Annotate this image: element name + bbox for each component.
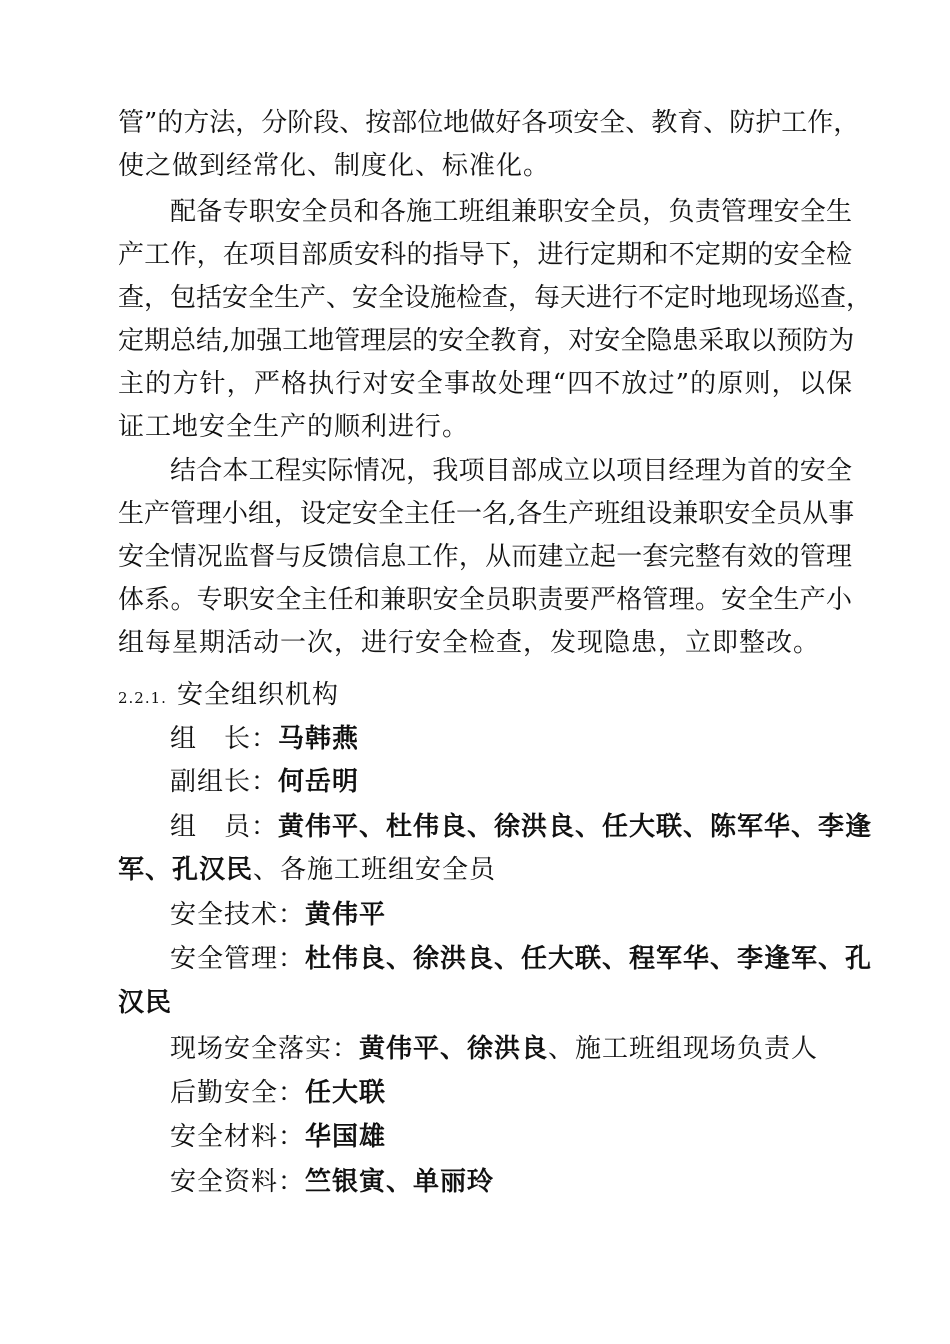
mgmt-names-2: 汉民: [118, 988, 173, 1018]
paragraph-2-line-6: 证工地安全生产的顺利进行。: [118, 412, 470, 442]
docs-label: 安全资料：: [170, 1167, 306, 1197]
paragraph-2-line-3: 查，包括安全生产、安全设施检查，每天进行不定时地现场巡查，: [118, 283, 873, 313]
roster-deputy: [170, 767, 359, 797]
roster-site: [170, 1034, 818, 1064]
tech-names: 黄伟平: [305, 900, 387, 930]
site-suffix: 、施工班组现场负责人: [548, 1034, 819, 1064]
paragraph-2-line-4: 定期总结,加强工地管理层的安全教育，对安全隐患采取以预防为: [118, 326, 855, 356]
paragraph-2-line-1: 配备专职安全员和各施工班组兼职安全员，负责管理安全生: [170, 197, 852, 227]
roster-members-line-1: [170, 812, 872, 842]
members-suffix: 、各施工班组安全员: [253, 855, 497, 885]
roster-docs: [170, 1167, 494, 1197]
section-number: 2.2.1.: [118, 689, 167, 707]
section-title: 安全组织机构: [176, 680, 339, 710]
paragraph-2-line-2: 产工作，在项目部质安科的指导下，进行定期和不定期的安全检: [118, 240, 852, 270]
paragraph-3-line-2: 生产管理小组，设定安全主任一名,各生产班组设兼职安全员从事: [118, 499, 855, 529]
logistics-label: 后勤安全：: [170, 1078, 306, 1108]
roster-leader: [170, 724, 359, 754]
members-label: 组 员：: [170, 812, 279, 842]
roster-members-line-2: [118, 855, 496, 885]
site-names: 黄伟平、徐洪良: [359, 1034, 549, 1064]
roster-mgmt-line-2: [118, 988, 172, 1018]
members-names-2: 军、孔汉民: [118, 855, 254, 885]
paragraph-3-line-5: 组每星期活动一次，进行安全检查，发现隐患，立即整改。: [118, 628, 821, 658]
paragraph-3-line-4: 体系。专职安全主任和兼职安全员职责要严格管理。安全生产小: [118, 585, 852, 615]
paragraph-2-line-5: 主的方针，严格执行对安全事故处理“四不放过”的原则，以保: [118, 369, 852, 399]
members-names-1: 黄伟平、杜伟良、徐洪良、任大联、陈军华、李逢: [278, 812, 873, 842]
mgmt-names-1: 杜伟良、徐洪良、任大联、程军华、李逢军、孔: [305, 944, 873, 974]
leader-label: 组 长：: [170, 724, 279, 754]
docs-names: 竺银寅、单丽玲: [305, 1167, 495, 1197]
roster-materials: [170, 1122, 386, 1152]
paragraph-3-line-1: 结合本工程实际情况，我项目部成立以项目经理为首的安全: [170, 456, 852, 486]
section-heading: [118, 680, 339, 713]
roster-tech: [170, 900, 386, 930]
logistics-names: 任大联: [305, 1078, 387, 1108]
paragraph-1-line-1: 管”的方法，分阶段、按部位地做好各项安全、教育、防护工作，: [118, 108, 860, 138]
roster-logistics: [170, 1078, 386, 1108]
mgmt-label: 安全管理：: [170, 944, 306, 974]
materials-label: 安全材料：: [170, 1122, 306, 1152]
paragraph-1-line-2: 使之做到经常化、制度化、标准化。: [118, 151, 551, 181]
site-label: 现场安全落实：: [170, 1034, 360, 1064]
deputy-label: 副组长：: [170, 767, 279, 797]
paragraph-3-line-3: 安全情况监督与反馈信息工作，从而建立起一套完整有效的管理: [118, 542, 852, 572]
leader-names: 马韩燕: [278, 724, 360, 754]
roster-mgmt-line-1: [170, 944, 872, 974]
materials-names: 华国雄: [305, 1122, 387, 1152]
tech-label: 安全技术：: [170, 900, 306, 930]
deputy-names: 何岳明: [278, 767, 360, 797]
